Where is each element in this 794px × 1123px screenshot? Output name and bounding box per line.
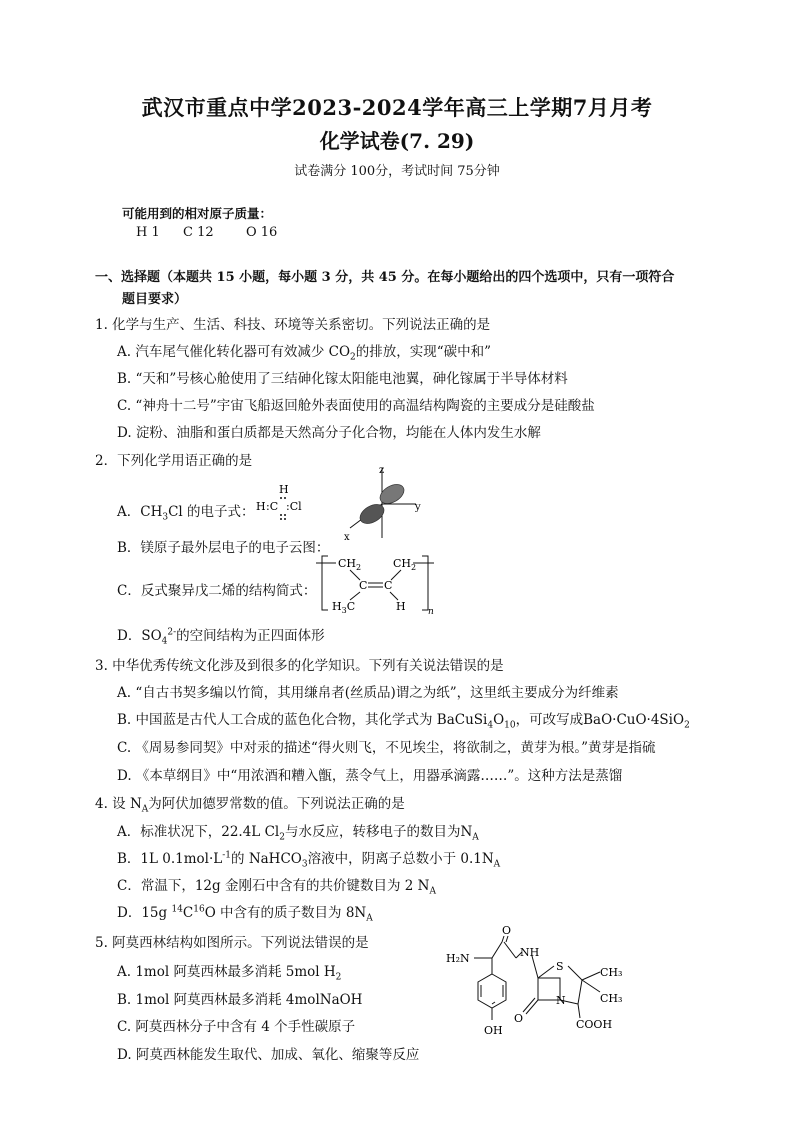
axis-y-label: y bbox=[415, 502, 421, 513]
axis-x-label: x bbox=[344, 532, 350, 543]
q1-option-a: A. 汽车尾气催化转化器可有效减少 $CO_2$的排放，实现“碳中和” bbox=[117, 344, 492, 363]
q4-option-a: A．标准状况下，22.4L $Cl_2$与水反应，转移电子的数目为$N_A$ bbox=[117, 824, 479, 843]
mass-h: H 1 bbox=[136, 225, 160, 240]
exam-subtitle: 化学试卷(7. 29) bbox=[319, 129, 475, 153]
atomic-mass-label: 可能用到的相对原子质量： bbox=[122, 206, 273, 221]
section-heading-line2: 题目要求） bbox=[122, 292, 188, 307]
q2-stem: 2．下列化学用语正确的是 bbox=[95, 453, 253, 469]
q5-option-d: D. 阿莫西林能发生取代、加成、氧化、缩聚等反应 bbox=[117, 1047, 420, 1063]
oh-label: OH bbox=[484, 1024, 503, 1037]
poly-h3c: $H_3C$ bbox=[332, 600, 356, 614]
ed-chlorine: :Cl bbox=[286, 500, 302, 513]
q4-option-d: D．15g $^{14}C^{16}O$ 中含有的质子数目为 $8N_A$ bbox=[117, 904, 373, 924]
exam-meta: 试卷满分 100分，考试时间 75分钟 bbox=[294, 164, 500, 179]
q1-option-b: B. “天和”号核心舱使用了三结砷化镓太阳能电池翼，砷化镓属于半导体材料 bbox=[117, 371, 568, 387]
q4-stem: 4. 设 $N_A$为阿伏加德罗常数的值。下列说法正确的是 bbox=[95, 796, 405, 815]
q3-option-c: C. 《周易参同契》中对汞的描述“得火则飞，不见埃尘，将欲制之，黄芽为根。”黄芽是指硫 bbox=[117, 740, 656, 756]
mass-c: C 12 bbox=[183, 225, 214, 240]
poly-c2: C bbox=[384, 579, 393, 592]
ch3-top-label: CH₃ bbox=[600, 966, 623, 979]
carbonyl-o-label: O bbox=[502, 924, 512, 937]
q1-stem: 1. 化学与生产、生活、科技、环境等关系密切。下列说法正确的是 bbox=[95, 317, 491, 333]
lactam-o-label: O bbox=[514, 1012, 524, 1025]
q2-option-c: C．反式聚异戊二烯的结构简式： bbox=[117, 583, 317, 599]
poly-ch2-left: $CH_2$ bbox=[338, 557, 362, 572]
q2-option-b: B．镁原子最外层电子的电子云图： bbox=[117, 540, 330, 556]
poly-c1: C bbox=[359, 579, 368, 592]
q5-option-a: A. 1mol 阿莫西林最多消耗 5mol $H_2$ bbox=[117, 964, 342, 983]
exam-title: 武汉市重点中学2023-2024学年高三上学期7月月考 bbox=[141, 95, 653, 120]
amoxicillin-structure bbox=[440, 922, 640, 1044]
q5-option-c: C. 阿莫西林分子中含有 4 个手性碳原子 bbox=[117, 1019, 356, 1035]
mass-o: O 16 bbox=[246, 225, 278, 240]
ed-carbon: :C bbox=[266, 500, 279, 513]
q3-option-b: B. 中国蓝是古代人工合成的蓝色化合物，其化学式为 $BaCuSi_4O_{10}$，可改写成BaO·CuO·4SiO$_2$ bbox=[117, 712, 690, 731]
q1-option-d: D. 淀粉、油脂和蛋白质都是天然高分子化合物，均能在人体内发生水解 bbox=[117, 425, 541, 441]
sulfur-label: S bbox=[556, 960, 564, 973]
q3-stem: 3. 中华优秀传统文化涉及到很多的化学知识。下列有关说法错误的是 bbox=[95, 658, 504, 674]
ring-n-label: N bbox=[556, 994, 566, 1007]
p-orbital-diagram bbox=[336, 464, 426, 544]
q4-option-b: B．1L $0.1mol\cdot L^{-1}$的 NaHCO$_3$溶液中，阴离子总数小于 $0.1N_A$ bbox=[117, 850, 501, 870]
poly-n: n bbox=[428, 607, 434, 614]
q5-stem: 5. 阿莫西林结构如图所示。下列说法错误的是 bbox=[95, 935, 369, 951]
trans-polyisoprene-structure bbox=[316, 552, 434, 614]
ch3cl-electron-formula bbox=[254, 482, 314, 530]
q2-option-d: D．$SO_4^{2-}$的空间结构为正四面体形 bbox=[117, 627, 325, 647]
ch3-bottom-label: CH₃ bbox=[600, 992, 623, 1005]
cooh-label: COOH bbox=[576, 1018, 613, 1031]
ed-top-h: H bbox=[279, 483, 289, 496]
q1-option-c: C. “神舟十二号”宇宙飞船返回舱外表面使用的高温结构陶瓷的主要成分是硅酸盐 bbox=[117, 398, 595, 414]
poly-h: H bbox=[396, 600, 406, 613]
q5-option-b: B. 1mol 阿莫西林最多消耗 4molNaOH bbox=[117, 992, 363, 1008]
nh-label: NH bbox=[520, 946, 540, 959]
poly-ch2-right: $CH_2$ bbox=[393, 557, 417, 572]
axis-z-label: z bbox=[379, 465, 385, 476]
q4-option-c: C．常温下，12g 金刚石中含有的共价键数目为 2 $N_A$ bbox=[117, 878, 436, 897]
section-heading-line1: 一、选择题（本题共 15 小题，每小题 3 分，共 45 分。在每小题给出的四个选项中，只有一项符合 bbox=[95, 270, 675, 285]
q2-option-a: A．$CH_3Cl$ 的电子式： bbox=[117, 504, 255, 523]
q3-option-d: D. 《本草纲目》中“用浓酒和糟入甑，蒸令气上，用器承滴露……”。这种方法是蒸馏 bbox=[117, 768, 623, 784]
h2n-label: H₂N bbox=[446, 952, 470, 965]
ed-left-h: H bbox=[256, 500, 266, 513]
q3-option-a: A. “自古书契多编以竹简，其用缣帛者(丝质品)谓之为纸”，这里纸主要成分为纤维素 bbox=[117, 685, 619, 701]
